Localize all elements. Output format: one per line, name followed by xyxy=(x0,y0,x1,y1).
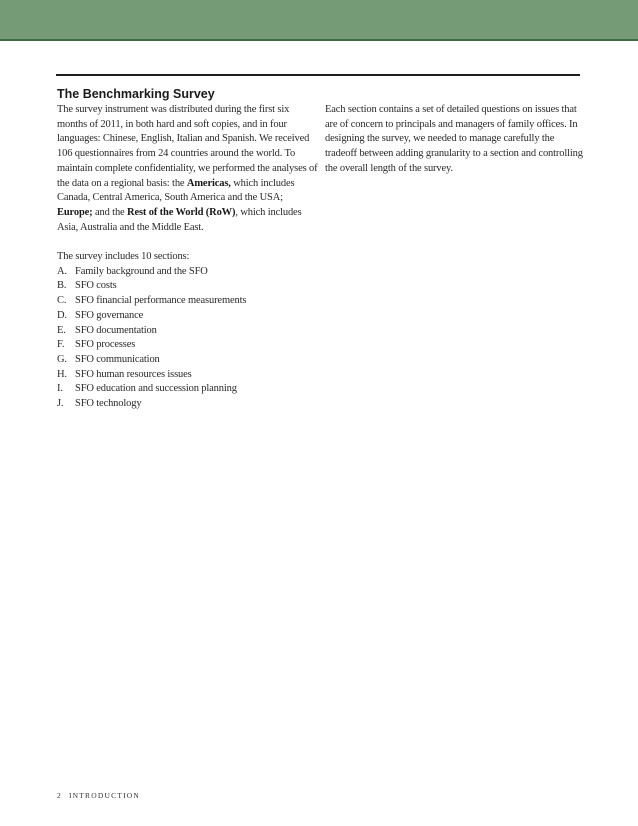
list-item xyxy=(57,294,319,309)
list-item xyxy=(57,382,319,397)
list-item-text: Family background and the SFO xyxy=(75,265,208,277)
page-number: 2 xyxy=(57,791,62,800)
header-band-underline xyxy=(0,39,638,41)
list-item-letter: I. xyxy=(57,383,63,395)
list-item xyxy=(57,338,319,353)
list-item-text: SFO processes xyxy=(75,339,136,351)
right-column xyxy=(325,103,583,177)
list-item-letter: J. xyxy=(57,398,64,410)
section-rule xyxy=(56,74,580,76)
section-list xyxy=(57,265,319,412)
list-item xyxy=(57,353,319,368)
sections-intro: The survey includes 10 sections: xyxy=(57,251,190,263)
list-item-text: SFO costs xyxy=(75,280,117,292)
list-item-text: SFO education and succession planning xyxy=(75,383,237,395)
page-footer xyxy=(57,791,140,800)
list-item xyxy=(57,368,319,383)
list-item-letter: D. xyxy=(57,309,67,321)
list-item-letter: H. xyxy=(57,368,67,380)
list-item-letter: B. xyxy=(57,280,67,292)
list-item-text: SFO financial performance measurements xyxy=(75,295,247,307)
list-item xyxy=(57,397,319,412)
list-item xyxy=(57,309,319,324)
list-item-text: SFO technology xyxy=(75,398,142,410)
list-item xyxy=(57,324,319,339)
list-item-text: SFO human resources issues xyxy=(75,368,192,380)
design-paragraph: Each section contains a set of detailed questions on issues that are of concern to principals and managers of family offices. In designing the survey, we needed to manage carefully the tradeoff between adding granularity to a section and controlling the overall length of the survey. xyxy=(325,104,583,174)
intro-text-1: The survey instrument was distributed during the first six months of 2011, in both hard and soft copies, and in four languages: Chinese, English, Italian and Spanish. We received 106 questionnaires from 24 countries around the world. To maintain complete confidentiality, we performed the analyses of the data on a regional basis: the xyxy=(57,104,318,189)
list-item-letter: E. xyxy=(57,324,66,336)
intro-paragraph xyxy=(57,103,319,235)
list-item-text: SFO communication xyxy=(75,353,160,365)
list-item-text: SFO documentation xyxy=(75,324,157,336)
list-item-letter: C. xyxy=(57,295,67,307)
footer-section-label: INTRODUCTION xyxy=(68,791,141,800)
intro-text-2: which includes Canada, Central America, South America and the USA; xyxy=(57,177,295,204)
intro-text-3: and the xyxy=(92,206,128,218)
list-item xyxy=(57,265,319,280)
region-row: Rest of the World (RoW) xyxy=(127,206,236,218)
section-title: The Benchmarking Survey xyxy=(57,87,215,101)
list-item-letter: G. xyxy=(57,353,67,365)
region-americas: Americas, xyxy=(186,177,231,189)
list-item-letter: F. xyxy=(57,339,65,351)
region-europe: Europe; xyxy=(57,206,93,218)
list-item xyxy=(57,279,319,294)
list-item-text: SFO governance xyxy=(75,309,144,321)
header-band xyxy=(0,0,638,39)
left-column xyxy=(57,103,319,412)
list-item-letter: A. xyxy=(57,265,67,277)
intro-text-4: , which includes Asia, Australia and the Middle East. xyxy=(57,206,302,233)
